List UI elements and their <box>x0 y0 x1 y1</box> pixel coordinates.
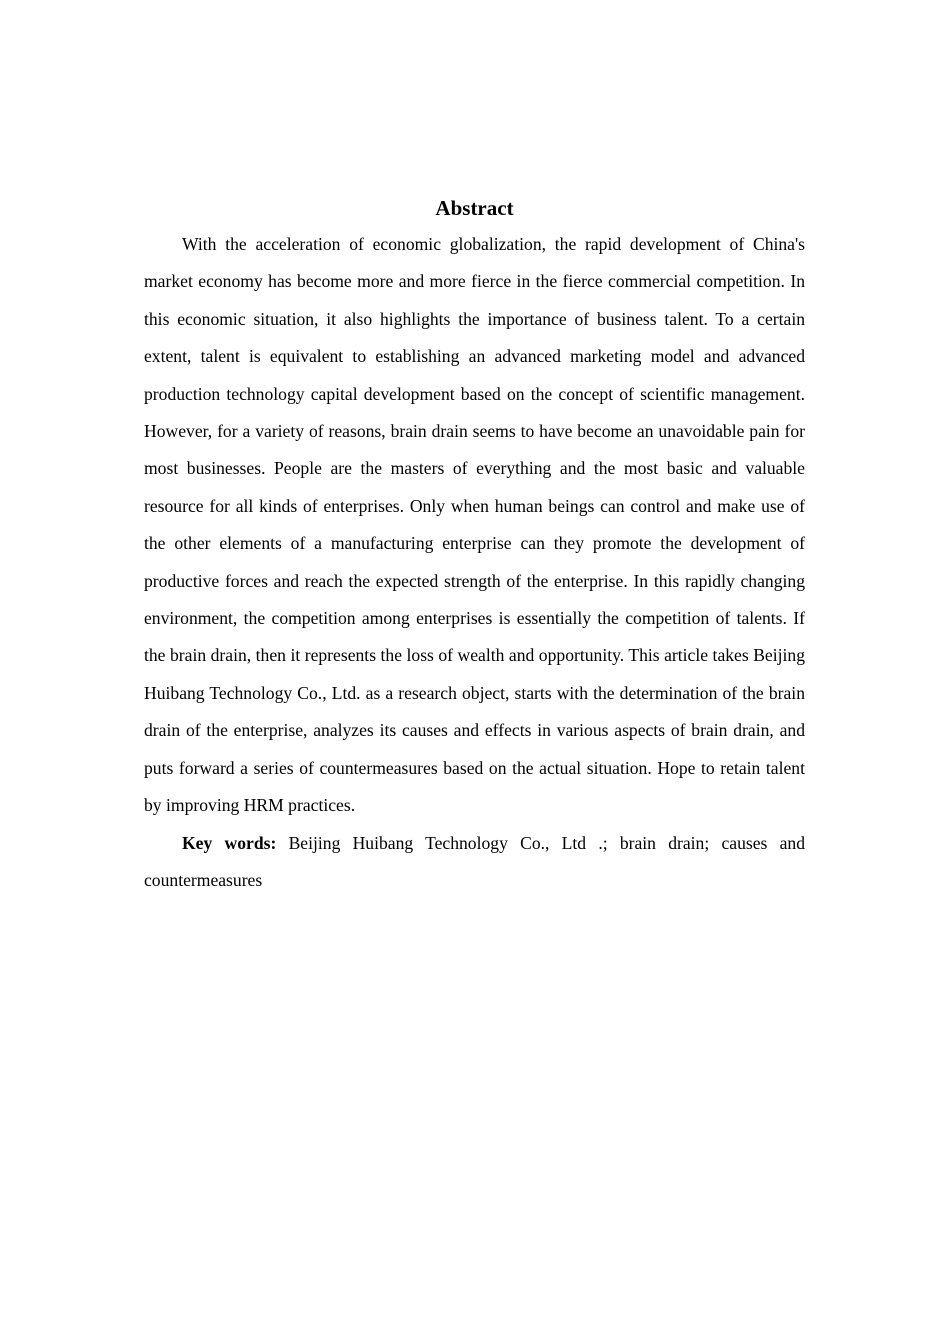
abstract-section <box>144 194 805 899</box>
abstract-paragraph: With the acceleration of economic globalization, the rapid development of China's market economy has become more and more fierce in the fierce commercial competition. In this economic situation, it also highlights the importance of business talent. To a certain extent, talent is equivalent to establishing an advanced marketing model and advanced production technology capital development based on the concept of scientific management. However, for a variety of reasons, brain drain seems to have become an unavoidable pain for most businesses. People are the masters of everything and the most basic and valuable resource for all kinds of enterprises. Only when human beings can control and make use of the other elements of a manufacturing enterprise can they promote the development of productive forces and reach the expected strength of the enterprise. In this rapidly changing environment, the competition among enterprises is essentially the competition of talents. If the brain drain, then it represents the loss of wealth and opportunity. This article takes Beijing Huibang Technology Co., Ltd. as a research object, starts with the determination of the brain drain of the enterprise, analyzes its causes and effects in various aspects of brain drain, and puts forward a series of countermeasures based on the actual situation. Hope to retain talent by improving HRM practices. <box>144 234 805 816</box>
keywords-text: Beijing Huibang Technology Co., Ltd .; brain drain; causes and countermeasures <box>144 832 805 890</box>
keywords-line <box>144 825 805 900</box>
abstract-title: Abstract <box>435 196 514 220</box>
keywords-label: Key words: <box>182 832 277 853</box>
